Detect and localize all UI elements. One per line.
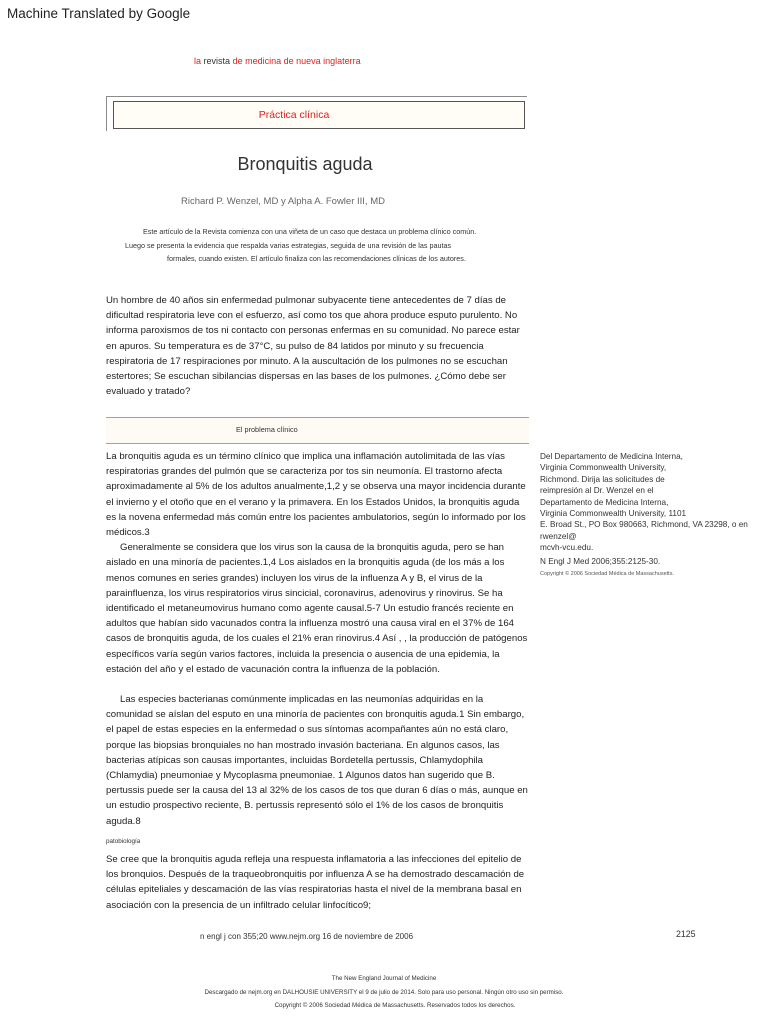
affiliation-line: reimpresión al Dr. Wenzel en el — [540, 486, 654, 496]
footer-download-notice: Descargado de nejm.org en DALHOUSIE UNIVERSITY el 9 de julio de 2014. Solo para uso personal. Ningún otro uso sin permiso. — [204, 989, 564, 996]
translation-banner: Machine Translated by Google — [7, 6, 191, 21]
copyright-notice: Copyright © 2006 Sociedad Médica de Massachusetts. — [540, 571, 674, 577]
affiliation-line: Del Departamento de Medicina Interna, — [540, 452, 683, 461]
affiliation-line: Departamento de Medicina Interna, — [540, 497, 669, 507]
subheading-pathobiology: patobiología — [106, 838, 141, 845]
section-heading-clinical-problem: El problema clínico — [236, 425, 298, 434]
journal-name-part-2: revista — [203, 56, 231, 66]
section-heading-band — [106, 417, 529, 444]
journal-name-part-3: de medicina de nueva inglaterra — [232, 56, 361, 66]
footer-copyright: Copyright © 2006 Sociedad Médica de Massachusetts. Reservados todos los derechos. — [274, 1002, 516, 1009]
body-paragraph: Las especies bacterianas comúnmente implicadas en las neumonías adquiridas en la comunidad se aíslan del esputo en una minoría de pacientes con bronquitis aguda.1 Sin embargo, el papel de estas especies en la enfermedad o sus síntomas acompañantes aún no está claro, porque las biopsias bronquiales no han mostrado invasión bacteriana. En algunos casos, las bacterias atípicas son causas importantes, incluidas Bordetella pertussis, Chlamydophila (Chlamydia) pneumoniae y Mycoplasma pneumoniae. 1 Algunos datos han sugerido que B. pertussis puede ser la causa del 13 al 32% de los casos de tos que duran 6 días o más, aunque en un estudio prospectivo reciente, B. pertussis representó sólo el 1% de los casos de bronquitis aguda.8 — [106, 694, 528, 827]
affiliation-line: Virginia Commonwealth University, — [540, 463, 667, 473]
case-paragraph: Un hombre de 40 años sin enfermedad pulmonar subyacente tiene antecedentes de 7 días de dificultad respiratoria leve con el esfuerzo, así como tos que ahora produce esputo purulento. No informa paroxismos de tos ni contacto con personas enfermas en su comunidad. No parece estar en apuros. Su temperatura es de 37°C, su pulso de 84 latidos por minuto y su frecuencia respiratoria de 17 respiraciones por minuto. A la auscultación de los pulmones no se escuchan estertores; Se escuchan sibilancias dispersas en las bases de los pulmones. ¿Cómo debe ser evaluado y tratado? — [106, 295, 520, 398]
affiliation-line: E. Broad St., PO Box 980663, Richmond, VA 23298, o en rwenzel@ — [540, 520, 748, 541]
affiliation-line: Virginia Commonwealth University, 1101 — [540, 509, 687, 519]
intro-line-1: Este artículo de la Revista comienza con una viñeta de un caso que destaca un problema clínico común. — [143, 227, 477, 236]
pathobiology-text — [106, 852, 532, 913]
affiliation-line: mcvh-vcu.edu. — [540, 543, 594, 553]
article-title: Bronquitis aguda — [237, 154, 373, 174]
case-vignette — [106, 293, 526, 399]
author-affiliation — [540, 451, 766, 554]
section-label: Práctica clínica — [258, 109, 330, 121]
intro-line-3: formales, cuando existen. El artículo finaliza con las recomendaciones clínicas de los autores. — [167, 254, 466, 263]
section-label-frame — [113, 101, 525, 129]
affiliation-line: Richmond. Dirija las solicitudes de — [540, 474, 665, 484]
authors: Richard P. Wenzel, MD y Alpha A. Fowler III, MD — [181, 196, 385, 207]
body-paragraph: Generalmente se considera que los virus son la causa de la bronquitis aguda, pero se han aislado en una minoría de pacientes.1,4 Los aislados en la bronquitis aguda (de los más a los menos comunes en series grandes) incluyen los virus de la influenza A y B, el virus de la parainfluenza, los virus respiratorios virus sincicial, coronavirus, adenovirus y rinovirus. Se ha identificado el metaneumovirus humano como agente causal.5-7 Un estudio francés reciente en adultos que habían sido vacunados contra la influenza mostró una causa viral en el 37% de 164 casos de bronquitis aguda, de los cuales el 21% eran rinovirus.4 Así , , la producción de patógenos específicos varía según varios factores, incluida la presencia o ausencia de una epidemia, la estación del año y el estado de vacunación contra la influenza de la población. — [106, 542, 528, 675]
body-paragraph: Se cree que la bronquitis aguda refleja una respuesta inflamatoria a las infecciones del epitelio de los bronquios. Después de la traqueobronquitis por influenza A se ha demostrado descamación de células epiteliales y descamación de las vías respiratorias hasta el nivel de la membrana basal en asociación con la presencia de un infiltrado celular linfocítico9; — [106, 854, 525, 911]
footer-journal-name: The New England Journal of Medicine — [331, 975, 437, 982]
section-box — [106, 96, 527, 131]
body-paragraph: La bronquitis aguda es un término clínico que implica una inflamación autolimitada de las vías respiratorias grandes del pulmón que se caracteriza por tos sin neumonía. El trastorno afecta aproximadamente al 5% de los adultos anualmente,1,2 y se observa una mayor incidencia durante el invierno y el otoño que en el verano y la primavera. En los Estados Unidos, la bronquitis aguda es la novena enfermedad más común entre los pacientes ambulatorios, según lo informado por los médicos.3 — [106, 451, 526, 539]
clinical-problem-text — [106, 449, 532, 829]
running-footer: n engl j con 355;20 www.nejm.org 16 de noviembre de 2006 — [200, 932, 414, 941]
journal-name — [194, 56, 361, 66]
citation: N Engl J Med 2006;355:2125-30. — [540, 557, 661, 566]
page-number: 2125 — [676, 929, 696, 939]
journal-name-part-1: la — [194, 56, 202, 66]
intro-line-2: Luego se presenta la evidencia que respalda varias estrategias, seguida de una revisión de las pautas — [125, 241, 452, 250]
